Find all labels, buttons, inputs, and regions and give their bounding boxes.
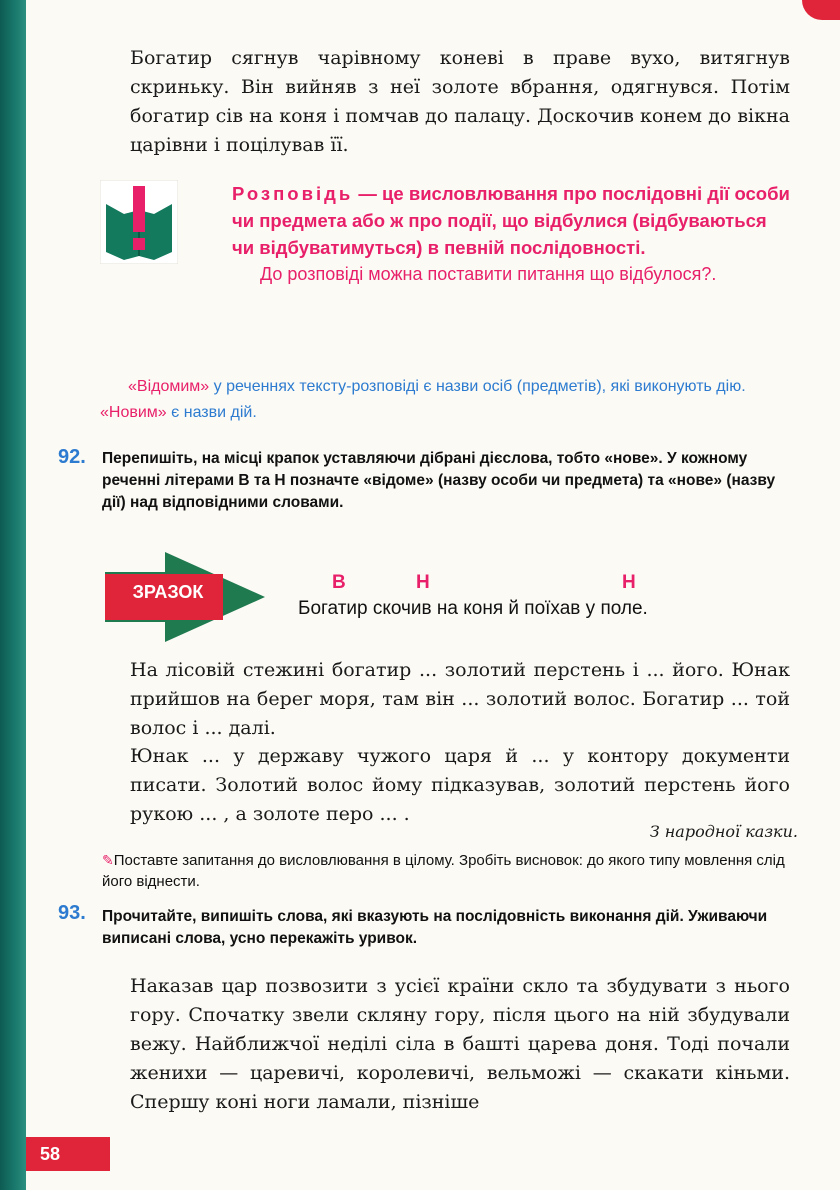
exercise-92-task (102, 850, 800, 892)
rule-note: До розповіді можна поставити питання що відбулося?. (260, 264, 717, 284)
info-part1: у реченнях тексту-розповіді є назви осіб (предметів), які виконують дію. (209, 378, 746, 395)
rule-term: Розповідь (232, 183, 354, 204)
sample-sentence: Богатир скочив на коня й поїхав у поле. (298, 598, 648, 619)
exercise-92-text-1: На лісовій стежині богатир ... золотий перстень і ... його. Юнак прийшов на берег моря, там він ... золотий волос. Богатир ... той волос і ... далі. (130, 659, 790, 739)
rule-definition-box (232, 180, 792, 288)
book-spine (0, 0, 26, 1190)
exercise-92-instructions: Перепишіть, на місці крапок уставляючи дібрані дієслова, тобто «нове». У кожному реченні літерами В та Н позначте «відоме» (назву особи чи предмета) та «нове» (назву дії) над відповідними словами. (102, 450, 776, 511)
sample-label: ЗРАЗОК (132, 582, 204, 602)
pen-icon: ✎ (102, 852, 114, 868)
mark-new-2: Н (622, 572, 636, 593)
text-source: З народної казки. (649, 822, 798, 841)
new-word: «Новим» (100, 404, 167, 421)
mark-new-1: Н (416, 572, 430, 593)
exercise-92-text-2: Юнак ... у державу чужого царя й ... у контору документи писати. Золотий волос йому підказував, золотий перстень його рукою ... , а золоте перо ... . (130, 745, 790, 825)
info-part2: є назви дій. (166, 404, 257, 421)
exercise-92-number: 92. (58, 446, 86, 468)
rule-body: — це висловлювання про послідовні дії особи чи предмета або ж про події, що відбулися (відбуваються чи відбуватимуться) в певній послідовності. (232, 183, 790, 258)
exercise-93-instructions: Прочитайте, випишіть слова, які вказують на послідовність виконання дій. Уживаючи виписані слова, усно перекажіть уривок. (102, 908, 768, 947)
task-text: Поставте запитання до висловлювання в цілому. Зробіть висновок: до якого типу мовлення слід його віднести. (102, 852, 785, 890)
exercise-93-number: 93. (58, 902, 86, 924)
story-paragraph: Богатир сягнув чарівному коневі в праве вухо, витягнув скриньку. Він вийняв з неї золоте вбрання, одягнувся. Потім богатир сів на коня і помчав до палацу. Доскочив конем до вікна царівни і поцілував її. (130, 47, 790, 156)
info-paragraph (100, 374, 800, 426)
corner-tab (802, 0, 840, 20)
exercise-93-passage: Наказав цар позвозити з усієї країни скло та збудувати з нього гору. Спочатку звели скляну гору, після цього на ній збудували вежу. Найближчої неділі сіла в башті царева доня. Тоді почали женихи — царевичі, королевичі, вельможі — скакати кіньми. Спершу коні ноги ламали, пізніше (130, 975, 790, 1113)
rule-definition (232, 180, 792, 261)
attention-book-icon (100, 180, 178, 264)
mark-known: В (332, 572, 346, 593)
known-word: «Відомим» (128, 378, 210, 395)
page-number: 58 (26, 1137, 110, 1171)
